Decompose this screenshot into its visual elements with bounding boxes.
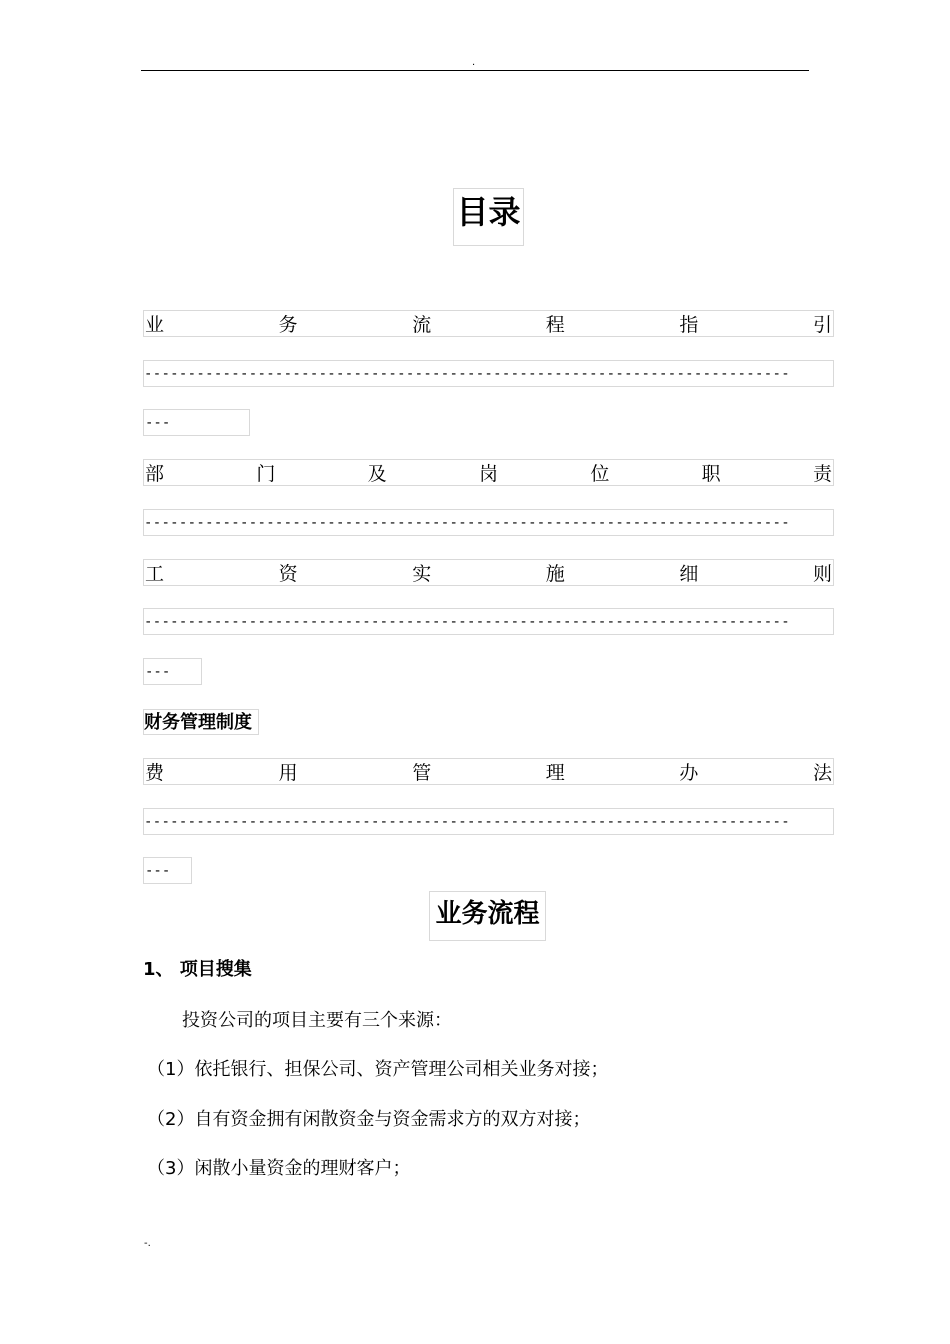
toc-char: 责 xyxy=(812,463,832,485)
toc-char: 部 xyxy=(145,463,165,485)
toc-char: 及 xyxy=(367,463,387,485)
toc-char: 务 xyxy=(278,314,298,336)
toc-char: 则 xyxy=(812,563,832,585)
toc-char: 位 xyxy=(590,463,610,485)
toc-char: 门 xyxy=(256,463,276,485)
list-item: （2）自有资金拥有闲散资金与资金需求方的双方对接； xyxy=(147,1109,591,1130)
toc-char: 法 xyxy=(812,762,832,784)
toc-section-finance-management[interactable]: 财务管理制度 xyxy=(143,709,259,735)
toc-entry-department-duties[interactable] xyxy=(143,459,834,486)
header-mark: . xyxy=(472,57,476,68)
toc-char: 管 xyxy=(412,762,432,784)
toc-char: 职 xyxy=(701,463,721,485)
toc-char: 施 xyxy=(545,563,565,585)
toc-char: 引 xyxy=(812,314,832,336)
toc-leader-end: --- xyxy=(143,857,192,884)
toc-entry-expense-management[interactable] xyxy=(143,758,834,785)
toc-char: 业 xyxy=(145,314,165,336)
toc-char: 细 xyxy=(679,563,699,585)
section-heading: 业务流程 xyxy=(429,891,546,941)
toc-entry-salary-rules[interactable] xyxy=(143,559,834,586)
footer-mark: -. xyxy=(144,1238,151,1249)
toc-char: 程 xyxy=(545,314,565,336)
toc-char: 工 xyxy=(145,563,165,585)
toc-leader: -------------------------------------------------------------------------- xyxy=(143,608,834,635)
subsection-heading: 1、 项目搜集 xyxy=(143,959,252,980)
toc-entry-business-process[interactable] xyxy=(143,310,834,337)
toc-char: 用 xyxy=(278,762,298,784)
toc-leader-end: --- xyxy=(143,658,202,685)
list-item: （3）闲散小量资金的理财客户； xyxy=(147,1158,411,1179)
toc-char: 实 xyxy=(412,563,432,585)
toc-leader-end: --- xyxy=(143,409,250,436)
toc-char: 流 xyxy=(412,314,432,336)
toc-char: 费 xyxy=(145,762,165,784)
toc-char: 理 xyxy=(545,762,565,784)
toc-char: 资 xyxy=(278,563,298,585)
toc-leader: -------------------------------------------------------------------------- xyxy=(143,808,834,835)
toc-leader: -------------------------------------------------------------------------- xyxy=(143,509,834,536)
intro-paragraph: 投资公司的项目主要有三个来源： xyxy=(182,1010,452,1031)
toc-char: 指 xyxy=(679,314,699,336)
toc-title: 目录 xyxy=(453,188,524,246)
header-rule xyxy=(141,70,809,71)
toc-char: 办 xyxy=(679,762,699,784)
toc-leader: -------------------------------------------------------------------------- xyxy=(143,360,834,387)
toc-char: 岗 xyxy=(478,463,498,485)
list-item: （1）依托银行、担保公司、资产管理公司相关业务对接； xyxy=(147,1059,609,1080)
